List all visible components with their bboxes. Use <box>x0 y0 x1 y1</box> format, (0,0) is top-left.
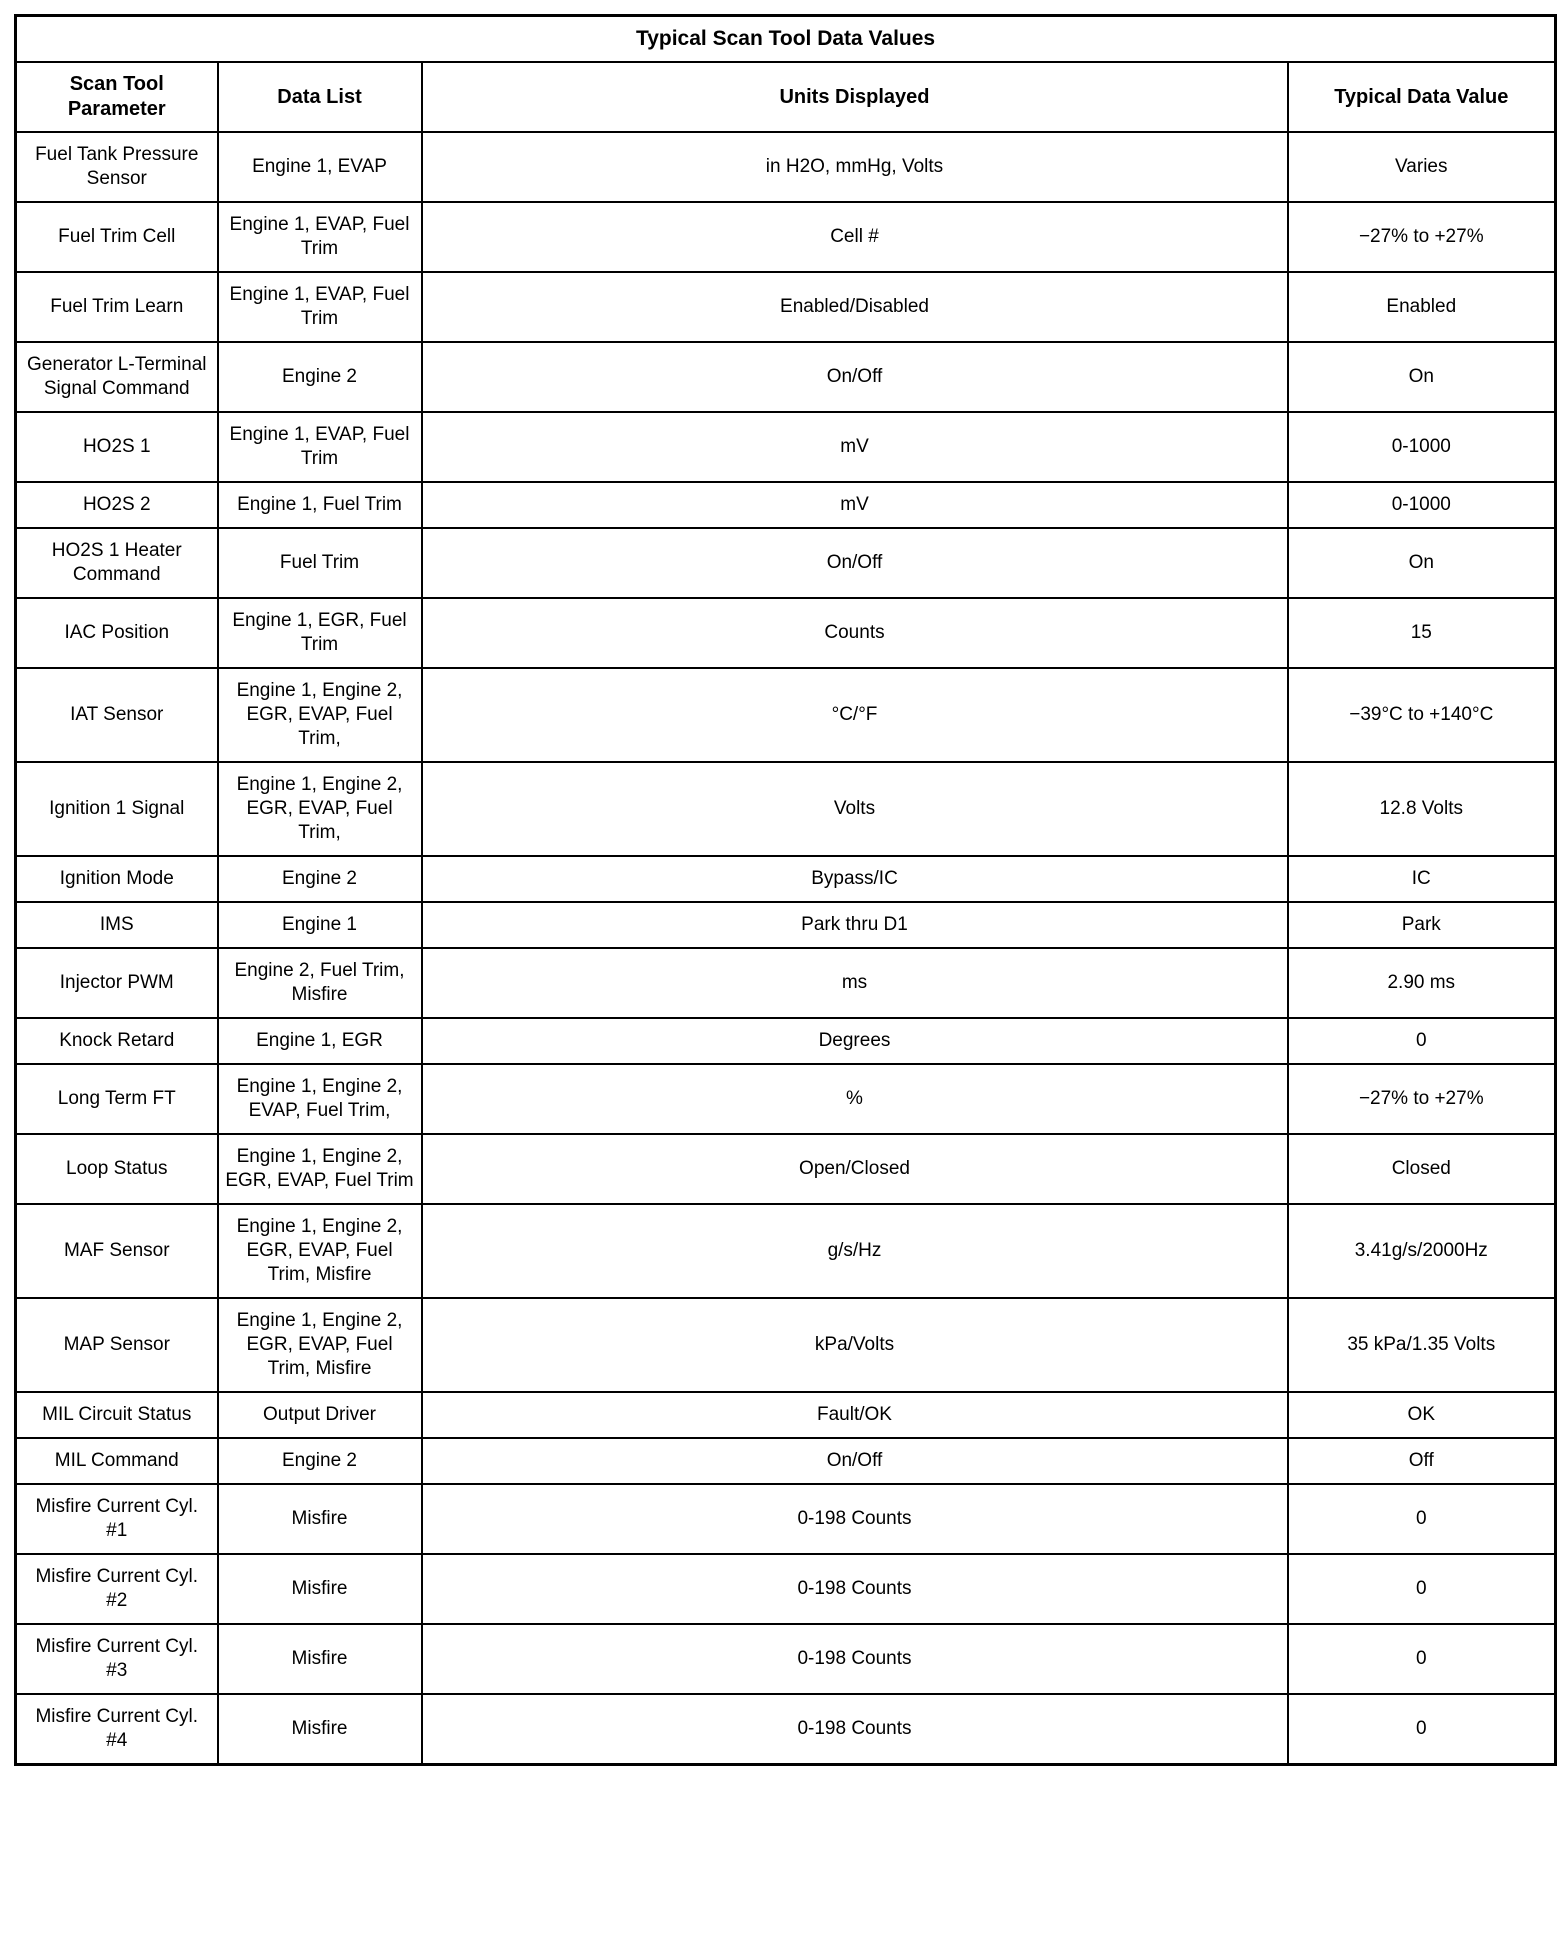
table-row <box>16 1204 1556 1298</box>
cell-parameter: Fuel Trim Learn <box>16 272 218 342</box>
cell-data-list: Fuel Trim <box>218 528 422 598</box>
cell-data-list: Engine 1, Fuel Trim <box>218 482 422 528</box>
cell-value: 0-1000 <box>1288 482 1556 528</box>
cell-data-list: Engine 1, Engine 2, EGR, EVAP, Fuel Trim, Misfire <box>218 1204 422 1298</box>
cell-value: −27% to +27% <box>1288 202 1556 272</box>
cell-units: Park thru D1 <box>422 902 1288 948</box>
column-header: Data List <box>218 62 422 132</box>
title-row <box>16 16 1556 63</box>
cell-value: −39°C to +140°C <box>1288 668 1556 762</box>
cell-units: mV <box>422 412 1288 482</box>
cell-parameter: IAC Position <box>16 598 218 668</box>
table-row <box>16 412 1556 482</box>
column-header: Typical Data Value <box>1288 62 1556 132</box>
cell-data-list: Engine 1, EVAP, Fuel Trim <box>218 272 422 342</box>
table-row <box>16 342 1556 412</box>
table-row <box>16 528 1556 598</box>
cell-parameter: Fuel Tank Pressure Sensor <box>16 132 218 202</box>
cell-parameter: IAT Sensor <box>16 668 218 762</box>
cell-data-list: Engine 1, EVAP, Fuel Trim <box>218 202 422 272</box>
cell-value: −27% to +27% <box>1288 1064 1556 1134</box>
cell-parameter: Knock Retard <box>16 1018 218 1064</box>
cell-data-list: Engine 1, Engine 2, EVAP, Fuel Trim, <box>218 1064 422 1134</box>
cell-units: g/s/Hz <box>422 1204 1288 1298</box>
cell-data-list: Engine 1, EGR, Fuel Trim <box>218 598 422 668</box>
table-row <box>16 1554 1556 1624</box>
cell-parameter: Misfire Current Cyl. #4 <box>16 1694 218 1765</box>
cell-parameter: Injector PWM <box>16 948 218 1018</box>
cell-data-list: Output Driver <box>218 1392 422 1438</box>
cell-parameter: HO2S 1 Heater Command <box>16 528 218 598</box>
table-head <box>16 16 1556 133</box>
cell-data-list: Misfire <box>218 1554 422 1624</box>
table-row <box>16 1624 1556 1694</box>
table-row <box>16 902 1556 948</box>
table-row <box>16 132 1556 202</box>
cell-units: 0-198 Counts <box>422 1694 1288 1765</box>
table-row <box>16 598 1556 668</box>
cell-data-list: Engine 1, EVAP, Fuel Trim <box>218 412 422 482</box>
table-row <box>16 668 1556 762</box>
table-row <box>16 1064 1556 1134</box>
cell-value: 0 <box>1288 1018 1556 1064</box>
cell-units: Cell # <box>422 202 1288 272</box>
cell-units: ms <box>422 948 1288 1018</box>
cell-units: Degrees <box>422 1018 1288 1064</box>
cell-parameter: MAF Sensor <box>16 1204 218 1298</box>
cell-value: 0-1000 <box>1288 412 1556 482</box>
cell-value: 15 <box>1288 598 1556 668</box>
cell-parameter: Ignition 1 Signal <box>16 762 218 856</box>
cell-units: Fault/OK <box>422 1392 1288 1438</box>
cell-value: 2.90 ms <box>1288 948 1556 1018</box>
cell-value: Enabled <box>1288 272 1556 342</box>
cell-data-list: Misfire <box>218 1694 422 1765</box>
cell-parameter: MIL Command <box>16 1438 218 1484</box>
cell-data-list: Engine 1, Engine 2, EGR, EVAP, Fuel Trim <box>218 1134 422 1204</box>
table-row <box>16 1298 1556 1392</box>
column-header-row <box>16 62 1556 132</box>
cell-value: 0 <box>1288 1484 1556 1554</box>
table-row <box>16 482 1556 528</box>
cell-data-list: Engine 1, Engine 2, EGR, EVAP, Fuel Trim, Misfire <box>218 1298 422 1392</box>
cell-parameter: Misfire Current Cyl. #3 <box>16 1624 218 1694</box>
cell-parameter: HO2S 2 <box>16 482 218 528</box>
cell-parameter: Loop Status <box>16 1134 218 1204</box>
cell-data-list: Misfire <box>218 1624 422 1694</box>
table-row <box>16 1694 1556 1765</box>
column-header: Scan Tool Parameter <box>16 62 218 132</box>
cell-parameter: Long Term FT <box>16 1064 218 1134</box>
cell-value: 3.41g/s/2000Hz <box>1288 1204 1556 1298</box>
cell-data-list: Engine 2 <box>218 856 422 902</box>
cell-value: On <box>1288 528 1556 598</box>
cell-parameter: Ignition Mode <box>16 856 218 902</box>
cell-parameter: HO2S 1 <box>16 412 218 482</box>
table-row <box>16 1484 1556 1554</box>
cell-parameter: Generator L-Terminal Signal Command <box>16 342 218 412</box>
cell-data-list: Engine 1, Engine 2, EGR, EVAP, Fuel Trim, <box>218 668 422 762</box>
cell-data-list: Engine 1, EGR <box>218 1018 422 1064</box>
cell-units: Bypass/IC <box>422 856 1288 902</box>
cell-parameter: Fuel Trim Cell <box>16 202 218 272</box>
cell-units: On/Off <box>422 528 1288 598</box>
cell-units: Enabled/Disabled <box>422 272 1288 342</box>
table-row <box>16 202 1556 272</box>
table-row <box>16 856 1556 902</box>
table-row <box>16 272 1556 342</box>
table-row <box>16 1392 1556 1438</box>
cell-value: IC <box>1288 856 1556 902</box>
cell-data-list: Engine 1, Engine 2, EGR, EVAP, Fuel Trim, <box>218 762 422 856</box>
cell-data-list: Engine 1 <box>218 902 422 948</box>
scan-tool-data-table <box>14 14 1557 1766</box>
cell-value: 35 kPa/1.35 Volts <box>1288 1298 1556 1392</box>
cell-units: 0-198 Counts <box>422 1624 1288 1694</box>
table-row <box>16 1438 1556 1484</box>
cell-data-list: Engine 2 <box>218 1438 422 1484</box>
cell-units: Open/Closed <box>422 1134 1288 1204</box>
cell-units: kPa/Volts <box>422 1298 1288 1392</box>
cell-data-list: Misfire <box>218 1484 422 1554</box>
table-title: Typical Scan Tool Data Values <box>16 16 1556 63</box>
cell-value: 0 <box>1288 1624 1556 1694</box>
table-body <box>16 132 1556 1765</box>
cell-value: 0 <box>1288 1694 1556 1765</box>
cell-units: 0-198 Counts <box>422 1554 1288 1624</box>
cell-units: 0-198 Counts <box>422 1484 1288 1554</box>
cell-units: Counts <box>422 598 1288 668</box>
cell-value: 0 <box>1288 1554 1556 1624</box>
cell-value: Closed <box>1288 1134 1556 1204</box>
table-row <box>16 948 1556 1018</box>
table-row <box>16 1134 1556 1204</box>
cell-value: 12.8 Volts <box>1288 762 1556 856</box>
cell-units: Volts <box>422 762 1288 856</box>
table-row <box>16 1018 1556 1064</box>
table-row <box>16 762 1556 856</box>
cell-parameter: Misfire Current Cyl. #2 <box>16 1554 218 1624</box>
cell-units: On/Off <box>422 342 1288 412</box>
cell-value: Park <box>1288 902 1556 948</box>
cell-units: °C/°F <box>422 668 1288 762</box>
cell-value: Varies <box>1288 132 1556 202</box>
cell-data-list: Engine 2 <box>218 342 422 412</box>
cell-units: in H2O, mmHg, Volts <box>422 132 1288 202</box>
cell-parameter: MAP Sensor <box>16 1298 218 1392</box>
cell-data-list: Engine 2, Fuel Trim, Misfire <box>218 948 422 1018</box>
cell-units: On/Off <box>422 1438 1288 1484</box>
cell-value: On <box>1288 342 1556 412</box>
cell-value: Off <box>1288 1438 1556 1484</box>
cell-parameter: MIL Circuit Status <box>16 1392 218 1438</box>
cell-units: % <box>422 1064 1288 1134</box>
cell-parameter: Misfire Current Cyl. #1 <box>16 1484 218 1554</box>
column-header: Units Displayed <box>422 62 1288 132</box>
cell-units: mV <box>422 482 1288 528</box>
cell-parameter: IMS <box>16 902 218 948</box>
cell-value: OK <box>1288 1392 1556 1438</box>
cell-data-list: Engine 1, EVAP <box>218 132 422 202</box>
